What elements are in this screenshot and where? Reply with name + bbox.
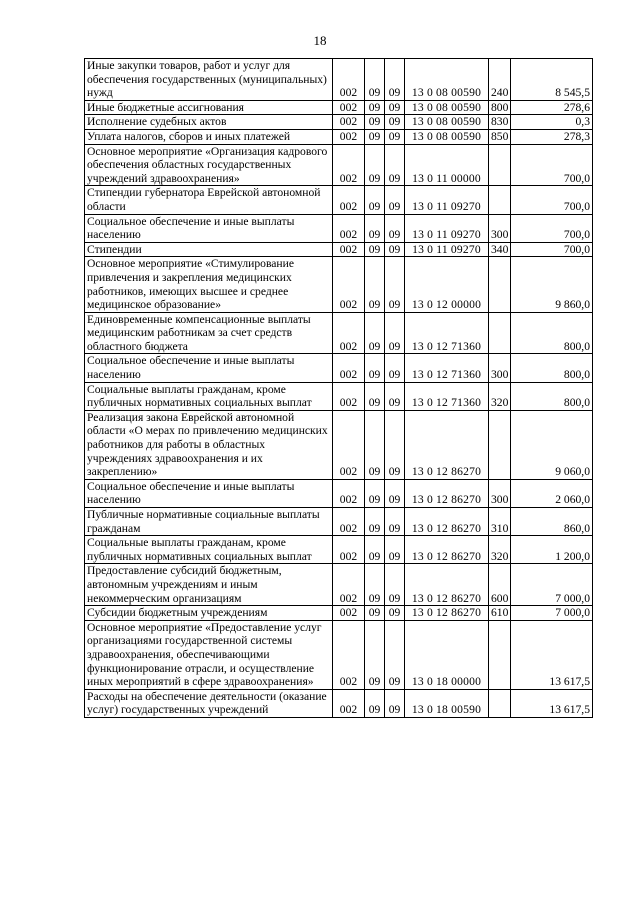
row-name: Социальные выплаты гражданам, кроме публичных нормативных социальных выплат [85,536,333,564]
ministry-code: 002 [333,606,365,621]
target-article-code: 13 0 12 00000 [405,257,489,312]
ministry-code: 002 [333,144,365,186]
table-row [85,115,593,130]
target-article-code: 13 0 12 86270 [405,606,489,621]
target-article-code: 13 0 12 71360 [405,354,489,382]
row-name: Основное мероприятие «Стимулирование привлечения и закрепления медицинских работников, имеющих высшее и среднее медицинское образование» [85,257,333,312]
subsection-code: 09 [385,312,405,354]
amount: 7 000,0 [511,564,593,606]
amount: 2 060,0 [511,479,593,507]
ministry-code: 002 [333,620,365,689]
row-name: Субсидии бюджетным учреждениям [85,606,333,621]
page-number: 18 [313,33,327,48]
table-row [85,382,593,410]
amount: 278,3 [511,129,593,144]
ministry-code: 002 [333,689,365,717]
subsection-code: 09 [385,410,405,479]
target-article-code: 13 0 08 00590 [405,129,489,144]
table-row [85,479,593,507]
ministry-code: 002 [333,536,365,564]
row-name: Социальное обеспечение и иные выплаты населению [85,354,333,382]
subsection-code: 09 [385,354,405,382]
table-row [85,312,593,354]
expense-type-code [489,620,511,689]
section-code: 09 [365,312,385,354]
subsection-code: 09 [385,186,405,214]
table-row [85,620,593,689]
expense-type-code: 600 [489,564,511,606]
amount: 800,0 [511,312,593,354]
amount: 13 617,5 [511,689,593,717]
section-code: 09 [365,410,385,479]
subsection-code: 09 [385,129,405,144]
subsection-code: 09 [385,689,405,717]
target-article-code: 13 0 18 00590 [405,689,489,717]
subsection-code: 09 [385,536,405,564]
expense-type-code: 320 [489,536,511,564]
subsection-code: 09 [385,606,405,621]
amount: 700,0 [511,144,593,186]
expense-type-code [489,144,511,186]
row-name: Реализация закона Еврейской автономной области «О мерах по привлечению медицинских работников для работы в областных учреждениях здравоохранения и их закреплению» [85,410,333,479]
row-name: Социальное обеспечение и иные выплаты населению [85,214,333,242]
subsection-code: 09 [385,144,405,186]
target-article-code: 13 0 12 86270 [405,479,489,507]
subsection-code: 09 [385,479,405,507]
expense-type-code: 300 [489,479,511,507]
ministry-code: 002 [333,129,365,144]
subsection-code: 09 [385,214,405,242]
table-row [85,354,593,382]
subsection-code: 09 [385,59,405,101]
expense-type-code [489,312,511,354]
expense-type-code: 300 [489,214,511,242]
target-article-code: 13 0 12 86270 [405,564,489,606]
table-row [85,129,593,144]
expense-type-code: 610 [489,606,511,621]
row-name: Основное мероприятие «Предоставление услуг организациями государственной системы здравоохранения, обеспечивающими функционирование отрасли, и осуществление иных мероприятий в сфере здравоохранения» [85,620,333,689]
section-code: 09 [365,214,385,242]
budget-table [84,58,593,718]
table-row [85,214,593,242]
table-row [85,508,593,536]
ministry-code: 002 [333,186,365,214]
row-name: Социальное обеспечение и иные выплаты населению [85,479,333,507]
section-code: 09 [365,129,385,144]
expense-type-code: 320 [489,382,511,410]
table-row [85,100,593,115]
table-row [85,536,593,564]
section-code: 09 [365,479,385,507]
section-code: 09 [365,354,385,382]
amount: 800,0 [511,382,593,410]
section-code: 09 [365,115,385,130]
table-row [85,606,593,621]
expense-type-code: 300 [489,354,511,382]
ministry-code: 002 [333,214,365,242]
section-code: 09 [365,59,385,101]
section-code: 09 [365,606,385,621]
amount: 13 617,5 [511,620,593,689]
subsection-code: 09 [385,508,405,536]
row-name: Основное мероприятие «Организация кадрового обеспечения областных государственных учреждений здравоохранения» [85,144,333,186]
row-name: Публичные нормативные социальные выплаты гражданам [85,508,333,536]
section-code: 09 [365,536,385,564]
ministry-code: 002 [333,382,365,410]
expense-type-code: 800 [489,100,511,115]
section-code: 09 [365,144,385,186]
table-row [85,186,593,214]
target-article-code: 13 0 11 00000 [405,144,489,186]
table-row [85,144,593,186]
target-article-code: 13 0 12 86270 [405,410,489,479]
ministry-code: 002 [333,59,365,101]
table-row [85,59,593,101]
subsection-code: 09 [385,100,405,115]
ministry-code: 002 [333,479,365,507]
subsection-code: 09 [385,382,405,410]
target-article-code: 13 0 12 71360 [405,382,489,410]
target-article-code: 13 0 12 86270 [405,508,489,536]
target-article-code: 13 0 11 09270 [405,214,489,242]
ministry-code: 002 [333,564,365,606]
row-name: Социальные выплаты гражданам, кроме публичных нормативных социальных выплат [85,382,333,410]
table-row [85,242,593,257]
subsection-code: 09 [385,620,405,689]
amount: 1 200,0 [511,536,593,564]
row-name: Исполнение судебных актов [85,115,333,130]
target-article-code: 13 0 18 00000 [405,620,489,689]
row-name: Иные закупки товаров, работ и услуг для обеспечения государственных (муниципальных) нужд [85,59,333,101]
section-code: 09 [365,620,385,689]
amount: 860,0 [511,508,593,536]
section-code: 09 [365,257,385,312]
amount: 7 000,0 [511,606,593,621]
row-name: Уплата налогов, сборов и иных платежей [85,129,333,144]
amount: 278,6 [511,100,593,115]
expense-type-code [489,689,511,717]
section-code: 09 [365,186,385,214]
expense-type-code: 240 [489,59,511,101]
target-article-code: 13 0 12 71360 [405,312,489,354]
row-name: Расходы на обеспечение деятельности (оказание услуг) государственных учреждений [85,689,333,717]
ministry-code: 002 [333,257,365,312]
target-article-code: 13 0 08 00590 [405,100,489,115]
amount: 700,0 [511,186,593,214]
amount: 700,0 [511,242,593,257]
row-name: Стипендии губернатора Еврейской автономной области [85,186,333,214]
subsection-code: 09 [385,564,405,606]
target-article-code: 13 0 11 09270 [405,186,489,214]
target-article-code: 13 0 12 86270 [405,536,489,564]
section-code: 09 [365,689,385,717]
section-code: 09 [365,564,385,606]
expense-type-code: 830 [489,115,511,130]
expense-type-code [489,257,511,312]
subsection-code: 09 [385,257,405,312]
ministry-code: 002 [333,312,365,354]
table-row [85,564,593,606]
amount: 9 060,0 [511,410,593,479]
row-name: Предоставление субсидий бюджетным, автономным учреждениям и иным некоммерческим организациям [85,564,333,606]
target-article-code: 13 0 08 00590 [405,115,489,130]
section-code: 09 [365,508,385,536]
expense-type-code [489,186,511,214]
amount: 8 545,5 [511,59,593,101]
expense-type-code: 340 [489,242,511,257]
amount: 800,0 [511,354,593,382]
section-code: 09 [365,242,385,257]
table-row [85,257,593,312]
ministry-code: 002 [333,508,365,536]
target-article-code: 13 0 11 09270 [405,242,489,257]
row-name: Стипендии [85,242,333,257]
section-code: 09 [365,100,385,115]
row-name: Единовременные компенсационные выплаты медицинским работникам за счет средств областного бюджета [85,312,333,354]
subsection-code: 09 [385,115,405,130]
ministry-code: 002 [333,354,365,382]
expense-type-code: 850 [489,129,511,144]
amount: 9 860,0 [511,257,593,312]
section-code: 09 [365,382,385,410]
ministry-code: 002 [333,115,365,130]
ministry-code: 002 [333,410,365,479]
subsection-code: 09 [385,242,405,257]
amount: 0,3 [511,115,593,130]
ministry-code: 002 [333,242,365,257]
table-row [85,689,593,717]
expense-type-code [489,410,511,479]
row-name: Иные бюджетные ассигнования [85,100,333,115]
budget-table-body [85,59,593,718]
target-article-code: 13 0 08 00590 [405,59,489,101]
ministry-code: 002 [333,100,365,115]
amount: 700,0 [511,214,593,242]
table-row [85,410,593,479]
expense-type-code: 310 [489,508,511,536]
